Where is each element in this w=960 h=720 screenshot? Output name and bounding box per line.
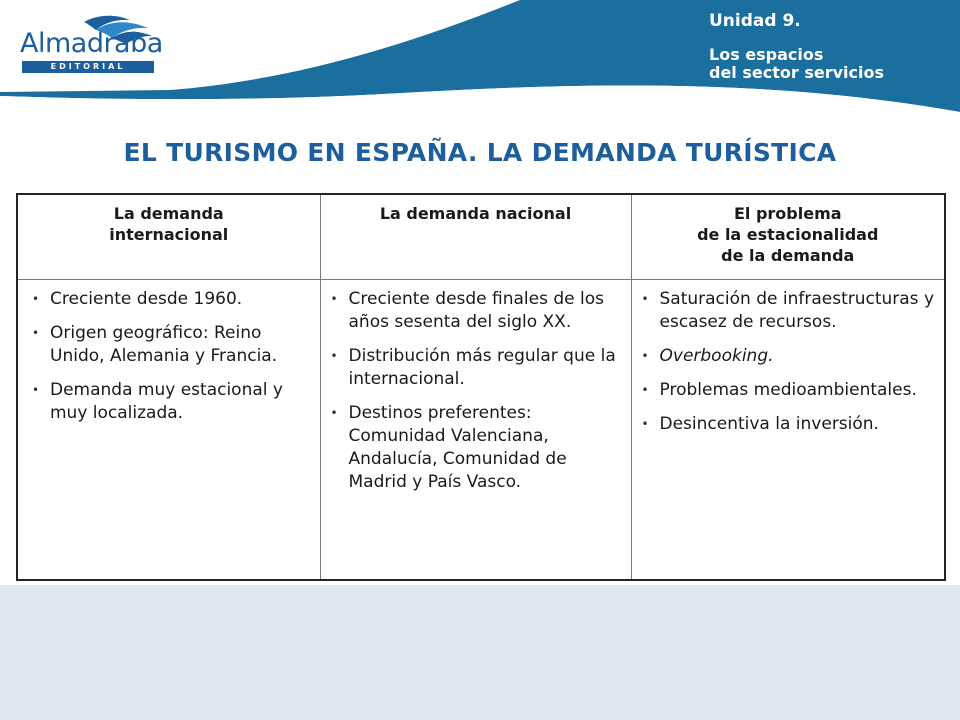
table-row [17, 280, 945, 581]
unit-title: Unidad 9. [709, 11, 801, 31]
footer-band [0, 585, 960, 720]
table-header-row [17, 194, 945, 280]
list-item: • Distribución más regular que la internacional. [331, 345, 623, 391]
unit-subtitle-line: Los espacios [709, 45, 824, 64]
header-line: internacional [109, 225, 229, 244]
national-cell [320, 280, 631, 581]
unit-subtitle-line: del sector servicios [709, 63, 884, 82]
list-item: • Origen geográfico: Reino Unido, Alemania y Francia. [32, 322, 312, 368]
column-header-international [17, 194, 320, 280]
list-item: • Demanda muy estacional y muy localizada. [32, 379, 312, 425]
bullet-list [642, 288, 937, 436]
list-item: • Creciente desde 1960. [32, 288, 312, 311]
list-item: • Overbooking. [642, 345, 937, 368]
unit-subtitle [709, 46, 949, 82]
column-header-seasonality [631, 194, 945, 280]
unit-info [709, 10, 949, 82]
logo-subtext: EDITORIAL [22, 61, 154, 73]
demand-table [16, 193, 946, 581]
bullet-list [331, 288, 623, 494]
list-item: • Problemas medioambientales. [642, 379, 937, 402]
page-title: EL TURISMO EN ESPAÑA. LA DEMANDA TURÍSTICA [123, 138, 837, 167]
header-line: La demanda nacional [379, 204, 572, 223]
header-line: La demanda [113, 204, 224, 223]
list-item: • Destinos preferentes: Comunidad Valenciana, Andalucía, Comunidad de Madrid y País Vasco. [331, 402, 623, 494]
bullet-list [32, 288, 312, 425]
list-item: • Desincentiva la inversión. [642, 413, 937, 436]
header-line: El problema [733, 204, 842, 223]
list-item: • Saturación de infraestructuras y escasez de recursos. [642, 288, 937, 334]
seasonality-cell [631, 280, 945, 581]
list-item: • Creciente desde finales de los años sesenta del siglo XX. [331, 288, 623, 334]
logo-text: Almadraba [20, 28, 163, 59]
column-header-national [320, 194, 631, 280]
header-line: de la demanda [721, 246, 855, 265]
header-line: de la estacionalidad [697, 225, 879, 244]
international-cell [17, 280, 320, 581]
